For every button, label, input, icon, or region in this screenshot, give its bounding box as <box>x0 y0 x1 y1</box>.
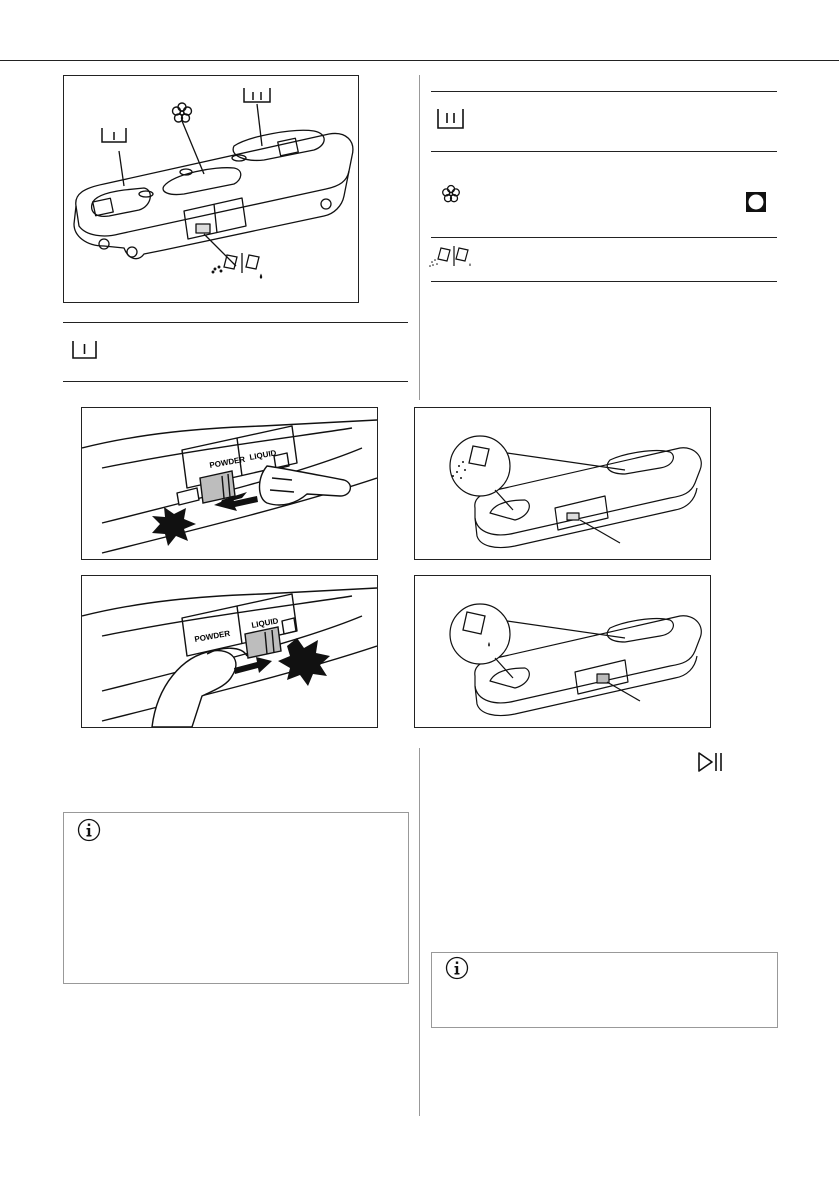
powder-label: POWDER <box>193 628 231 644</box>
mainwash-compartment-icon <box>244 88 270 102</box>
column-divider-top <box>419 75 420 400</box>
powder-position-figure <box>414 407 711 560</box>
powder-liquid-icon <box>212 253 261 278</box>
info-note-left <box>63 812 409 984</box>
circle-button-icon <box>745 191 767 213</box>
page-top-rule <box>0 60 839 61</box>
liquid-label: LIQUID <box>250 616 280 630</box>
start-pause-icon <box>697 751 725 773</box>
powder-liquid-icon <box>429 244 477 270</box>
info-note-right <box>431 952 778 1028</box>
prewash-compartment-icon <box>102 128 126 142</box>
slide-to-liquid-figure <box>81 575 378 728</box>
left-table-top-rule <box>63 322 408 323</box>
slide-to-liquid-drawing <box>82 576 377 727</box>
powder-position-drawing <box>415 408 710 559</box>
mainwash-compartment-icon <box>437 108 465 130</box>
info-icon <box>77 818 101 842</box>
slide-to-powder-drawing <box>82 408 377 559</box>
right-table-rule-4 <box>431 281 777 282</box>
left-table-bottom-rule <box>63 381 408 382</box>
powder-label: POWDER <box>208 454 246 470</box>
right-table-rule-2 <box>431 151 777 152</box>
dispenser-overview-drawing <box>64 76 358 302</box>
column-divider-bottom <box>419 748 420 1116</box>
softener-flower-icon <box>173 103 192 122</box>
liquid-position-figure <box>414 575 711 728</box>
right-table-rule-1 <box>431 91 777 92</box>
click-burst-icon <box>152 507 196 546</box>
softener-flower-icon <box>441 184 461 204</box>
liquid-label: LIQUID <box>248 448 278 462</box>
prewash-compartment-icon <box>72 340 98 360</box>
liquid-position-drawing <box>415 576 710 727</box>
dispenser-overview-figure <box>63 75 359 303</box>
info-icon <box>445 956 469 980</box>
slide-to-powder-figure <box>81 407 378 560</box>
click-burst-icon <box>278 638 330 686</box>
right-table-rule-3 <box>431 237 777 238</box>
